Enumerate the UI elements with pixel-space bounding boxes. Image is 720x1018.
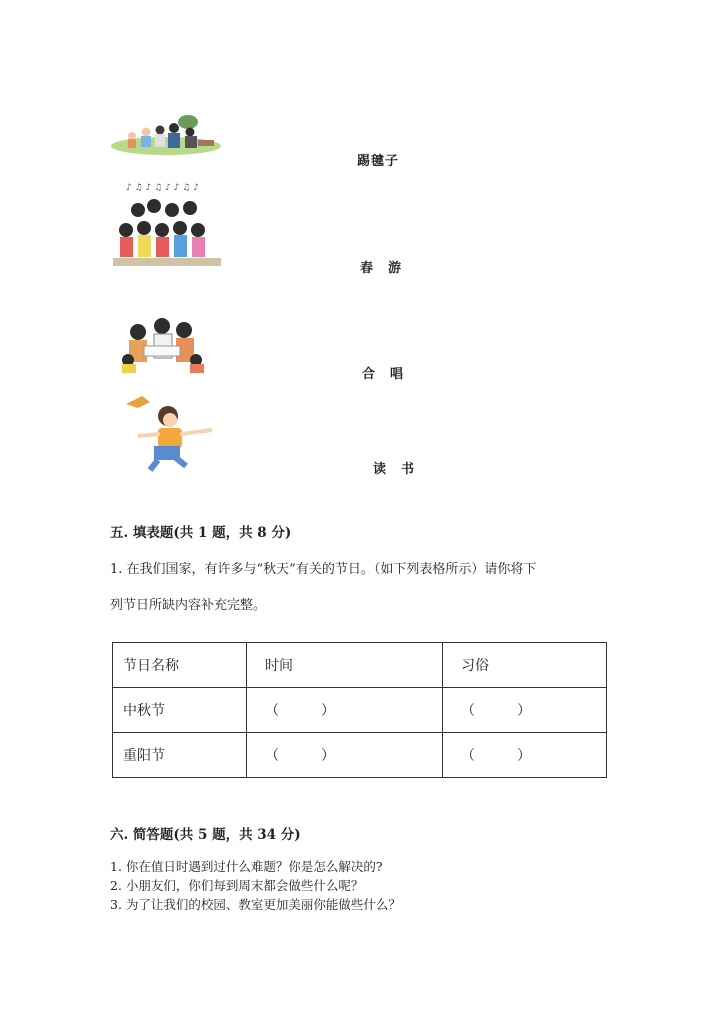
activity-label: 春 游 bbox=[360, 261, 403, 276]
section-heading: 五. 填表题(共 1 题，共 8 分) bbox=[110, 525, 292, 541]
answer-blank[interactable]: （ ） bbox=[247, 733, 443, 778]
activity-label: 踢毽子 bbox=[357, 154, 400, 169]
answer-blank[interactable]: （ ） bbox=[443, 733, 607, 778]
table-row bbox=[113, 733, 607, 778]
festival-table bbox=[112, 642, 607, 778]
shuttlecock-illustration bbox=[120, 390, 220, 472]
reading-illustration bbox=[114, 316, 210, 374]
table-header-cell: 习俗 bbox=[443, 643, 607, 688]
answer-blank[interactable]: （ ） bbox=[247, 688, 443, 733]
activity-label: 合 唱 bbox=[362, 367, 405, 382]
question-text: 列节日所缺内容补充完整。 bbox=[110, 598, 267, 613]
table-header-row bbox=[113, 643, 607, 688]
question-text: 3. 为了让我们的校园、教室更加美丽你能做些什么？ bbox=[110, 897, 401, 912]
question-text: 2. 小朋友们，你们每到周末都会做些什么呢？ bbox=[110, 878, 364, 893]
svg-text:♪ ♫ ♪ ♫ ♪ ♪ ♫ ♪: ♪ ♫ ♪ ♫ ♪ ♪ ♫ ♪ bbox=[126, 183, 199, 193]
table-row bbox=[113, 688, 607, 733]
table-header-cell: 时间 bbox=[247, 643, 443, 688]
question-text: 1. 你在值日时遇到过什么难题？你是怎么解决的? bbox=[110, 859, 383, 874]
section-heading: 六. 简答题(共 5 题，共 34 分) bbox=[110, 827, 301, 843]
table-cell: 重阳节 bbox=[113, 733, 247, 778]
table-header-cell: 节日名称 bbox=[113, 643, 247, 688]
answer-blank[interactable]: （ ） bbox=[443, 688, 607, 733]
table-cell: 中秋节 bbox=[113, 688, 247, 733]
activity-label: 读 书 bbox=[373, 462, 416, 477]
picnic-illustration bbox=[110, 110, 222, 156]
question-text: 1. 在我们国家，有许多与“秋天”有关的节日。（如下列表格所示）请你将下 bbox=[110, 562, 537, 577]
chorus-illustration bbox=[108, 180, 226, 270]
